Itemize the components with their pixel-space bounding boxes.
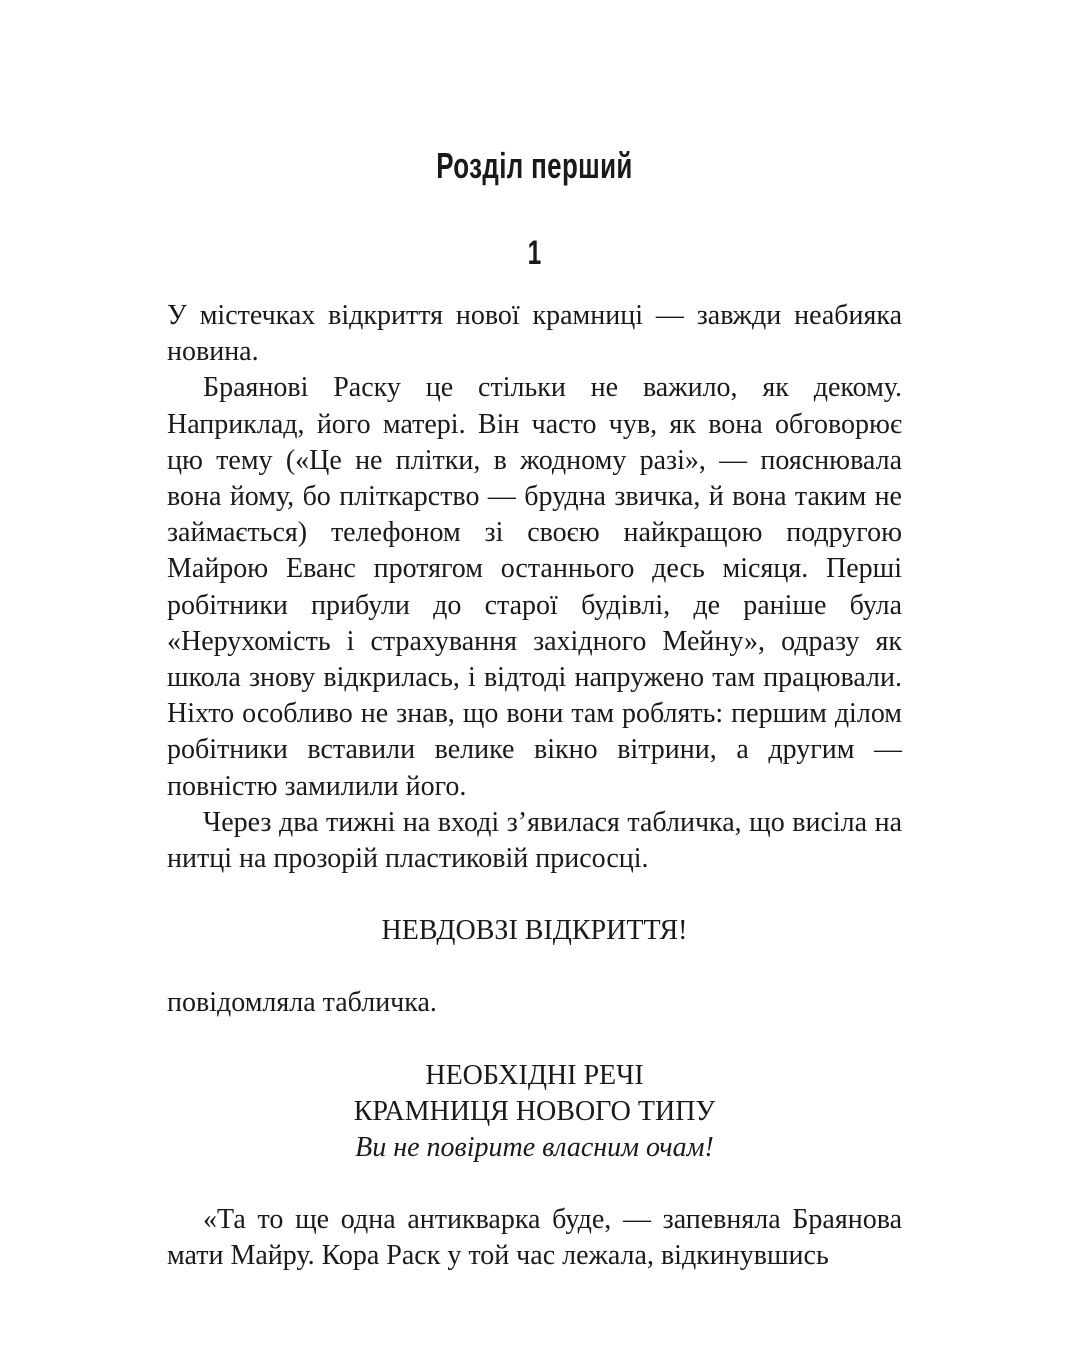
sign-line-1: НЕОБХІДНІ РЕЧІ	[425, 1059, 644, 1091]
sign-coming-soon: НЕВДОВЗІ ВІДКРИТТЯ!	[381, 915, 688, 947]
sign-line-2: КРАМНИЦЯ НОВОГО ТИПУ	[353, 1095, 716, 1127]
chapter-title: Розділ перший	[436, 145, 633, 186]
body-text	[167, 298, 902, 1275]
paragraph-2: Браянові Раску це стільки не важило, як декому. Наприклад, його матері. Він часто чув, як вона обговорює цю тему («Це не плітки, в жодному разі», — пояснювала вона йому, бо пліткарство — брудна звичка, й вона таким не займається) телефоном зі своєю найкращою подругою Майрою Еванс протягом останнього десь місяця. Перші робітники прибули до старої будівлі, де раніше була «Нерухомість і страхування західного Мейну», одразу як школа знову відкрилась, і відтоді напружено там працювали. Ніхто особливо не знав, що вони там роблять: першим ділом робітники вставили велике вікно вітрини, а другим — повністю замилили його.	[167, 372, 902, 802]
paragraph-5: «Та то ще одна антикварка буде, — запевняла Браянова мати Майру. Кора Раск у той час лежала, відкинувшись	[167, 1204, 902, 1272]
paragraph-4: повідомляла табличка.	[167, 987, 437, 1019]
paragraph-1: У містечках відкриття нової крамниці — завжди неабияка новина.	[167, 300, 902, 368]
section-number: 1	[527, 234, 542, 272]
sign-slogan: Ви не повірите власним очам!	[355, 1132, 714, 1164]
paragraph-3: Через два тижні на вході з’явилася табличка, що висіла на нитці на прозорій пластиковій присосці.	[167, 806, 902, 875]
